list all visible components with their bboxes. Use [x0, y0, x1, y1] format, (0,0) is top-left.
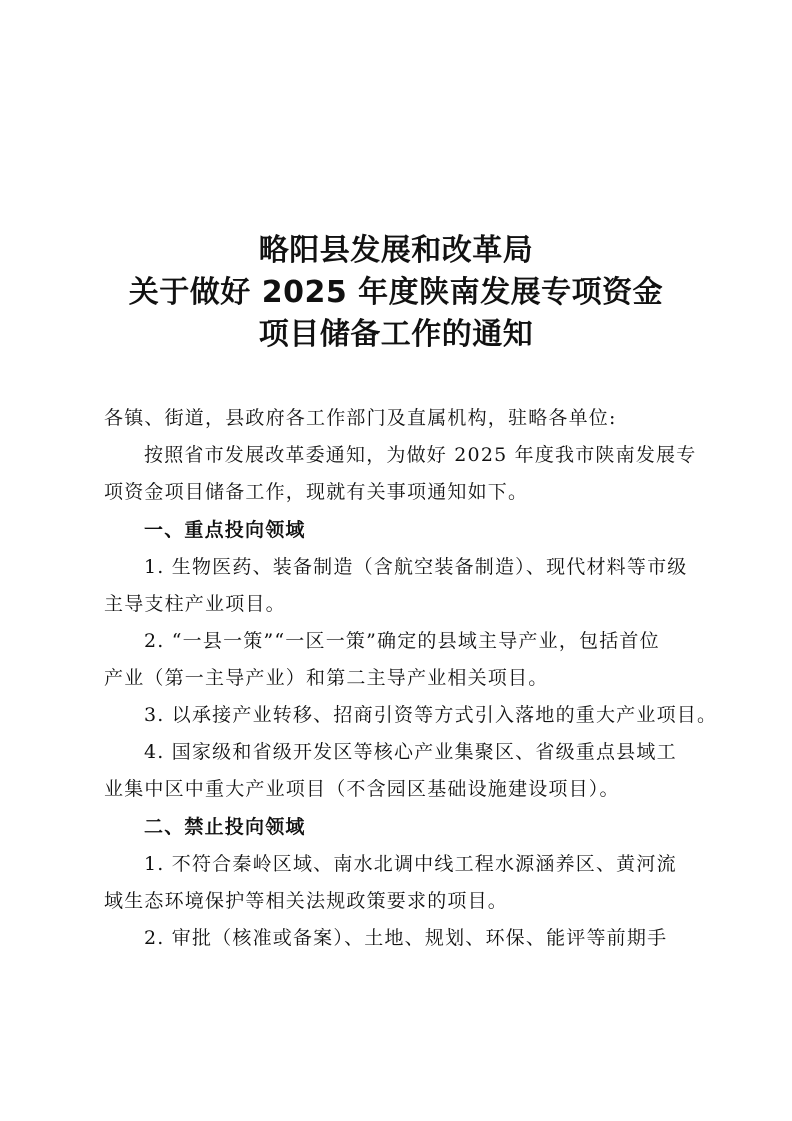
key-area-item-3-line-1: 3. 以承接产业转移、招商引资等方式引入落地的重大产业项目。 [144, 704, 718, 726]
document-title [0, 230, 792, 356]
intro-paragraph-line-2: 项资金项目储备工作，现就有关事项通知如下。 [104, 481, 529, 503]
salutation: 各镇、街道，县政府各工作部门及直属机构，驻略各单位: [104, 407, 617, 429]
key-area-item-2-line-1: 2. “一县一策”“一区一策”确定的县域主导产业，包括首位 [144, 630, 660, 652]
intro-paragraph-line-1: 按照省市发展改革委通知，为做好 2025 年度我市陕南发展专 [144, 444, 697, 466]
prohibited-item-2-line-1: 2. 审批（核准或备案）、土地、规划、环保、能评等前期手 [144, 927, 668, 949]
title-line-issuer: 略阳县发展和改革局 [258, 233, 534, 268]
key-area-item-4-line-1: 4. 国家级和省级开发区等核心产业集聚区、省级重点县域工 [144, 741, 677, 763]
title-line-subject: 关于做好 2025 年度陕南发展专项资金 [128, 275, 664, 310]
section-heading-prohibited-areas: 二、禁止投向领域 [144, 816, 306, 838]
prohibited-item-1-line-2: 域生态环境保护等相关法规政策要求的项目。 [104, 890, 509, 912]
title-line-subject-cont: 项目储备工作的通知 [258, 317, 534, 352]
document-body [104, 400, 716, 957]
key-area-item-2-line-2: 产业（第一主导产业）和第二主导产业相关项目。 [104, 667, 549, 689]
key-area-item-4-line-2: 业集中区中重大产业项目（不含园区基础设施建设项目）。 [104, 778, 620, 800]
prohibited-item-1-line-1: 1. 不符合秦岭区域、南水北调中线工程水源涵养区、黄河流 [144, 853, 677, 875]
key-area-item-1-line-1: 1. 生物医药、装备制造（含航空装备制造）、现代材料等市级 [144, 556, 688, 578]
key-area-item-1-line-2: 主导支柱产业项目。 [104, 593, 286, 615]
section-heading-key-areas: 一、重点投向领域 [144, 519, 306, 541]
